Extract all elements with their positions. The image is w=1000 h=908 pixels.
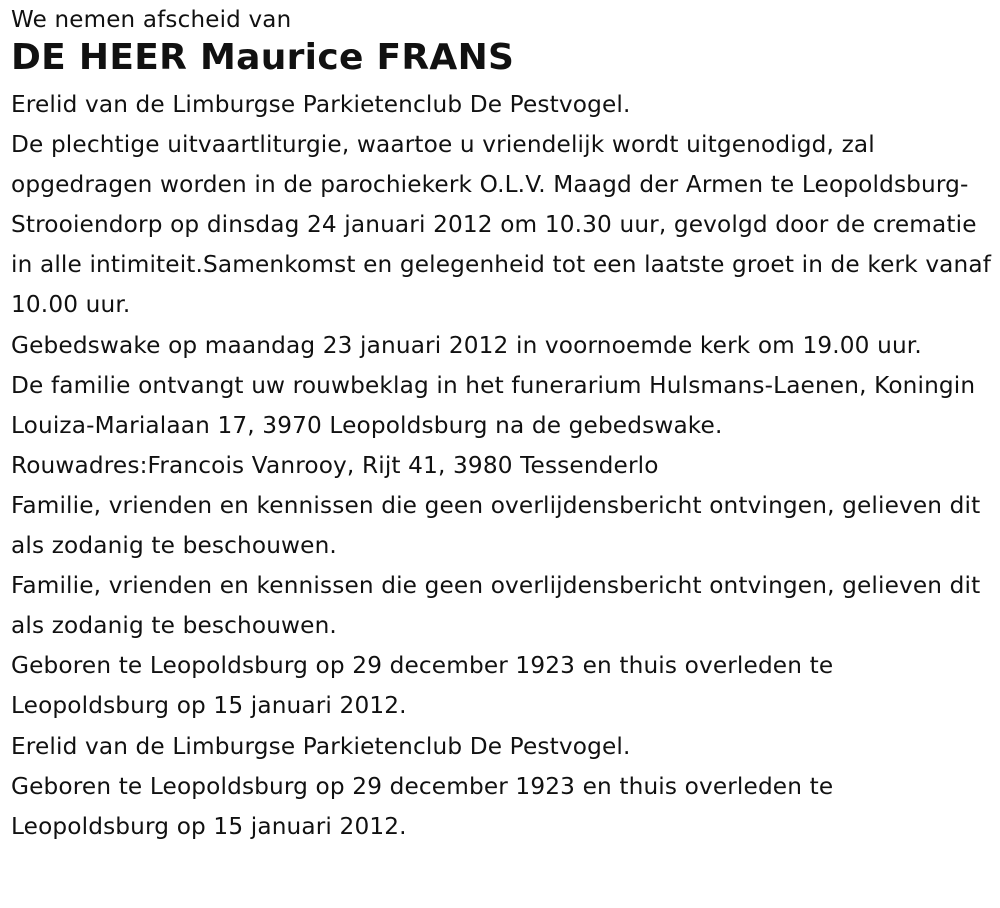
paragraph-condolences: De familie ontvangt uw rouwbeklag in het funerarium Hulsmans-Laenen, Koningin Louiza-Marialaan 17, 3970 Leopoldsburg na de gebedswake. bbox=[11, 371, 976, 439]
death-notice bbox=[11, 6, 996, 847]
paragraph-funeral-service: De plechtige uitvaartliturgie, waartoe u vriendelijk wordt uitgenodigd, zal opgedragen worden in de parochiekerk O.L.V. Maagd der Armen te Leopoldsburg-Strooiendorp op dinsdag 24 januari 2012 om 10.30 uur, gevolgd door de crematie in alle intimiteit.Samenkomst en gelegenheid tot een laatste groet in de kerk vanaf 10.00 uur. bbox=[11, 131, 992, 319]
paragraph-birth-death: Geboren te Leopoldsburg op 29 december 1923 en thuis overleden te Leopoldsburg op 15 januari 2012. bbox=[11, 652, 834, 720]
deceased-name: DE HEER Maurice FRANS bbox=[11, 37, 515, 78]
intro-line: We nemen afscheid van bbox=[11, 7, 292, 33]
paragraph-prayer-vigil: Gebedswake op maandag 23 januari 2012 in voornoemde kerk om 19.00 uur. bbox=[11, 331, 922, 359]
notice-body bbox=[11, 85, 996, 847]
paragraph-honorary-member: Erelid van de Limburgse Parkietenclub De Pestvogel. bbox=[11, 91, 631, 118]
paragraph-birth-death-repeat: Geboren te Leopoldsburg op 29 december 1923 en thuis overleden te Leopoldsburg op 15 januari 2012. bbox=[11, 772, 834, 840]
paragraph-honorary-member-repeat: Erelid van de Limburgse Parkietenclub De Pestvogel. bbox=[11, 732, 631, 760]
paragraph-family-notice: Familie, vrienden en kennissen die geen overlijdensbericht ontvingen, gelieven dit als zodanig te beschouwen. bbox=[11, 491, 981, 560]
paragraph-family-notice-repeat: Familie, vrienden en kennissen die geen overlijdensbericht ontvingen, gelieven dit als zodanig te beschouwen. bbox=[11, 572, 981, 640]
paragraph-mourning-address: Rouwadres:Francois Vanrooy, Rijt 41, 3980 Tessenderlo bbox=[11, 451, 659, 479]
